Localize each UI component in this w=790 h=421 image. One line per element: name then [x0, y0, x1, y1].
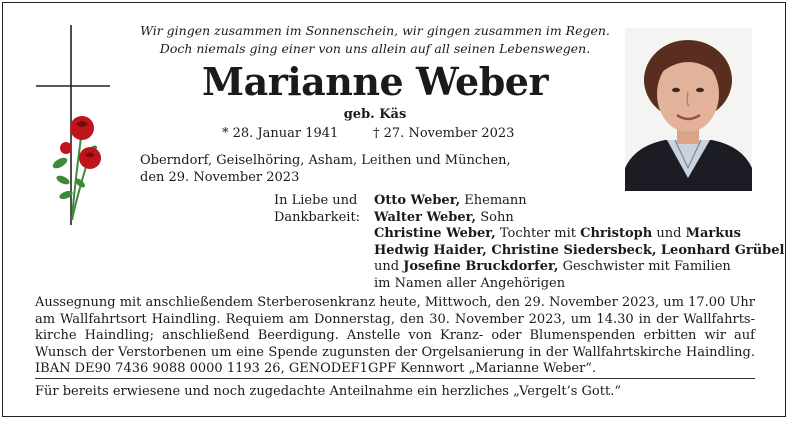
mourner-row: im Namen aller Angehörigen	[374, 275, 566, 291]
announcement-line-1: Aussegnung mit anschließendem Sterberosenkranz heute, Mittwoch, den 29. November 2023, um 17.00 Uhr	[35, 295, 755, 310]
date-line: den 29. November 2023	[140, 170, 300, 185]
announcement-line-5: IBAN DE90 7436 9088 0000 1193 26, GENODEF1GPF Kennwort „Marianne Weber“.	[35, 361, 597, 376]
mourners-list	[374, 193, 784, 292]
announcement-line-3: kirche Haindling; anschließend Beerdigung. Anstelle von Kranz- oder Blumenspenden erbitten wir auf	[35, 328, 755, 343]
intro-line-2: Dankbarkeit:	[274, 209, 361, 225]
deceased-name: Marianne Weber	[202, 59, 548, 104]
mourner-row: Walter Weber, Sohn	[374, 209, 514, 225]
portrait-photo	[625, 28, 752, 191]
death-date: † 27. November 2023	[373, 126, 515, 141]
mourner-row: Otto Weber, Ehemann	[374, 193, 527, 208]
announcement-text	[35, 295, 755, 378]
birth-date: * 28. Januar 1941	[222, 126, 339, 141]
place-line: Oberndorf, Geiselhöring, Asham, Leithen und München,	[140, 153, 511, 168]
intro-line-1: In Liebe und	[274, 193, 358, 208]
place-and-date	[140, 152, 620, 186]
mourners-intro	[274, 193, 360, 226]
verse-line-1: Wir gingen zusammen im Sonnenschein, wir gingen zusammen im Regen.	[140, 23, 610, 38]
portrait-image	[625, 28, 752, 191]
verse-line-2: Doch niemals ging einer von uns allein auf all seinen Lebenswegen.	[159, 41, 591, 56]
verse	[140, 22, 610, 58]
announcement-line-4: Wunsch der Verstorbenen um eine Spende zugunsten der Orgelsanierung in der Wallfahrtskirche Haindling.	[35, 344, 755, 360]
mourner-row: Hedwig Haider, Christine Siedersbeck, Leonhard Grübel	[374, 242, 785, 258]
mourner-row: Christine Weber, Tochter mit Christoph und Markus	[374, 226, 742, 241]
divider	[35, 378, 755, 379]
announcement-line-2: am Wallfahrtsort Haindling. Requiem am Donnerstag, den 30. November 2023, um 14.30 in der Wallfahrts-	[35, 311, 755, 327]
cross-with-roses-icon	[30, 20, 130, 235]
mourner-row: und Josefine Bruckdorfer, Geschwister mit Familien	[374, 259, 731, 274]
maiden-name: geb. Käs	[343, 107, 407, 122]
closing-thanks: Für bereits erwiesene und noch zugedachte Anteilnahme ein herzliches „Vergelt’s Gott.“	[35, 384, 621, 399]
